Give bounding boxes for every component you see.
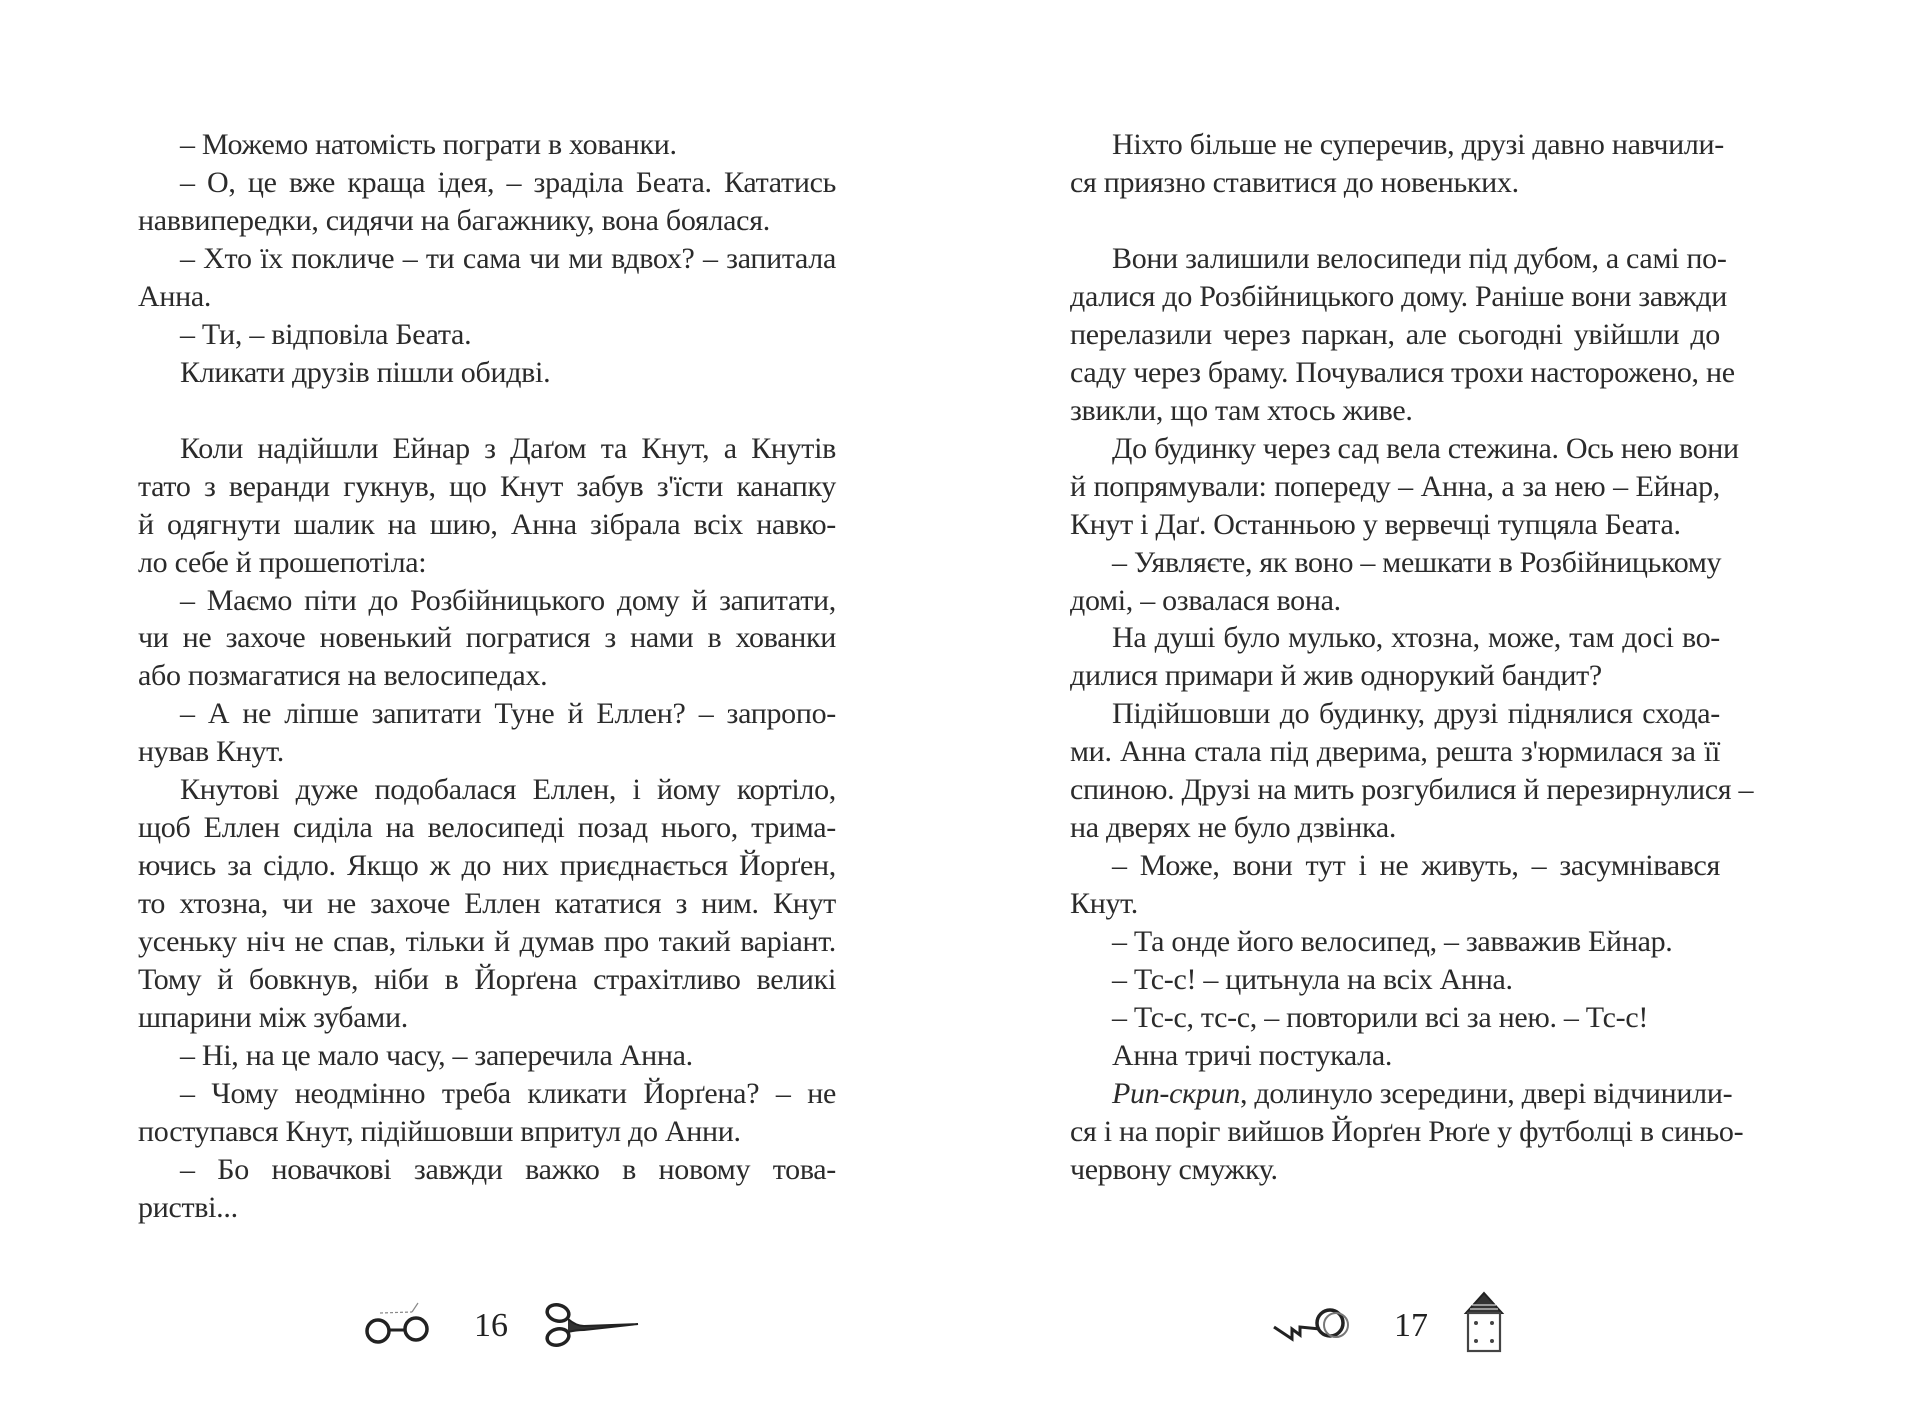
text-line: далися до Розбійницького дому. Раніше вони завжди: [1070, 279, 1728, 313]
page-number: 16: [474, 1307, 508, 1344]
text-line: ся приязно ставитися до новеньких.: [1070, 165, 1519, 199]
text-line: Ніхто більше не суперечив, друзі давно навчили-: [1112, 128, 1724, 161]
text-line: ристві...: [138, 1190, 238, 1224]
text-line: домі, – озвалася вона.: [1070, 583, 1341, 617]
text-line: ючись за сідло. Якщо ж до них приєднається Йорґен,: [138, 849, 836, 883]
text-line: – Тс-с! – цитьнула на всіх Анна.: [1112, 963, 1513, 997]
text-line: ло себе й прошепотіла:: [138, 545, 427, 579]
text-line: На душі було мулько, хтозна, може, там досі во-: [1112, 621, 1720, 655]
text-line: – Ти, – відповіла Беата.: [180, 317, 472, 351]
text-line: – А не ліпше запитати Туне й Еллен? – запропо-: [180, 697, 836, 731]
text-line: й одягнути шалик на шию, Анна зібрала всіх навко-: [138, 507, 836, 541]
text-line: звикли, що там хтось живе.: [1070, 393, 1413, 427]
blank-line: [1070, 202, 1720, 240]
text-line: або позмагатися на велосипедах.: [138, 659, 548, 693]
key-icon: [1270, 1299, 1360, 1354]
text-line: – Та онде його велосипед, – завважив Ейнар.: [1112, 925, 1673, 959]
text-line: – О, це вже краща ідея, – зраділа Беата. Кататись: [180, 165, 836, 199]
bicycle-icon: [360, 1299, 440, 1354]
text-line: – Хто їх покличе – ти сама чи ми вдвох? – запитала: [180, 241, 836, 275]
text-line: – Чому неодмінно треба кликати Йорґена? – не: [180, 1077, 836, 1110]
text-line: Кнут і Даґ. Останньою у вервечці тупцяла Беата.: [1070, 507, 1681, 541]
italic-sound-word: Рип-скрип: [1112, 1077, 1240, 1110]
text-line: – Тс-с, тс-с, – повторили всі за нею. – Тс-с!: [1112, 1001, 1649, 1035]
text-line: дилися примари й жив однорукий бандит?: [1070, 659, 1602, 693]
text-line-rest: , долинуло зсередини, двері відчинили-: [1239, 1077, 1733, 1110]
text-line: [1070, 1075, 1733, 1113]
text-line: – Бо новачкові завжди важко в новому това-: [180, 1152, 836, 1186]
text-line: щоб Еллен сиділа на велосипеді позад нього, трима-: [138, 811, 836, 845]
page-number: 17: [1394, 1307, 1428, 1344]
text-line: – Може, вони тут і не живуть, – засумнівався: [1112, 849, 1720, 883]
left-page-footer: [360, 1296, 642, 1356]
house-icon: [1462, 1291, 1506, 1362]
text-line: червону смужку.: [1070, 1152, 1278, 1186]
text-line: Тому й бовкнув, ніби в Йорґена страхітливо великі: [138, 963, 836, 997]
text-line: спиною. Друзі на мить розгубилися й перезирнулися –: [1070, 773, 1754, 807]
text-line: Кликати друзів пішли обидві.: [180, 355, 551, 389]
text-line: шпарини між зубами.: [138, 1001, 408, 1035]
text-line: – Уявляєте, як воно – мешкати в Розбійницькому: [1112, 545, 1722, 579]
text-line: тато з веранди гукнув, що Кнут забув з'їсти канапку: [138, 469, 836, 503]
text-line: – Маємо піти до Розбійницького дому й запитати,: [180, 583, 836, 617]
text-line: то хтозна, чи не захоче Еллен кататися з ним. Кнут: [138, 887, 836, 921]
text-line: Кнут.: [1070, 887, 1138, 921]
text-line: Анна.: [138, 279, 212, 313]
right-page-footer: [1270, 1296, 1506, 1356]
text-line: перелазили через паркан, але сьогодні увійшли до: [1070, 317, 1720, 351]
text-line: ся і на поріг вийшов Йорґен Рюґе у футболці в синьо-: [1070, 1114, 1744, 1148]
text-line: саду через браму. Почувалися трохи насторожено, не: [1070, 355, 1735, 389]
text-line: Кнутові дуже подобалася Еллен, і йому кортіло,: [180, 773, 836, 807]
text-line: поступався Кнут, підійшовши впритул до Анни.: [138, 1114, 741, 1148]
text-line: Вони залишили велосипеди під дубом, а самі по-: [1112, 241, 1727, 275]
text-line: Анна тричі постукала.: [1112, 1039, 1393, 1073]
blank-line: [138, 392, 836, 430]
text-line: наввипередки, сидячи на багажнику, вона боялася.: [138, 203, 770, 237]
text-line: Коли надійшли Ейнар з Даґом та Кнут, а Кнутів: [180, 431, 836, 465]
text-line: чи не захоче новенький погратися з нами в хованки: [138, 621, 836, 655]
text-line: – Ні, на це мало часу, – заперечила Анна.: [180, 1039, 693, 1073]
text-line: на дверях не було дзвінка.: [1070, 811, 1397, 845]
scissors-icon: [542, 1299, 642, 1354]
text-line: Підійшовши до будинку, друзі піднялися схода-: [1112, 697, 1720, 731]
text-line: ми. Анна стала під дверима, решта з'юрмилася за її: [1070, 735, 1720, 769]
text-line: До будинку через сад вела стежина. Ось нею вони: [1112, 431, 1739, 465]
text-line: усеньку ніч не спав, тільки й думав про такий варіант.: [138, 925, 836, 959]
right-page: [960, 0, 1920, 1411]
text-line: – Можемо натомість пограти в хованки.: [180, 128, 677, 161]
text-line: нував Кнут.: [138, 735, 284, 769]
text-line: й попрямували: попереду – Анна, а за нею – Ейнар,: [1070, 469, 1720, 503]
